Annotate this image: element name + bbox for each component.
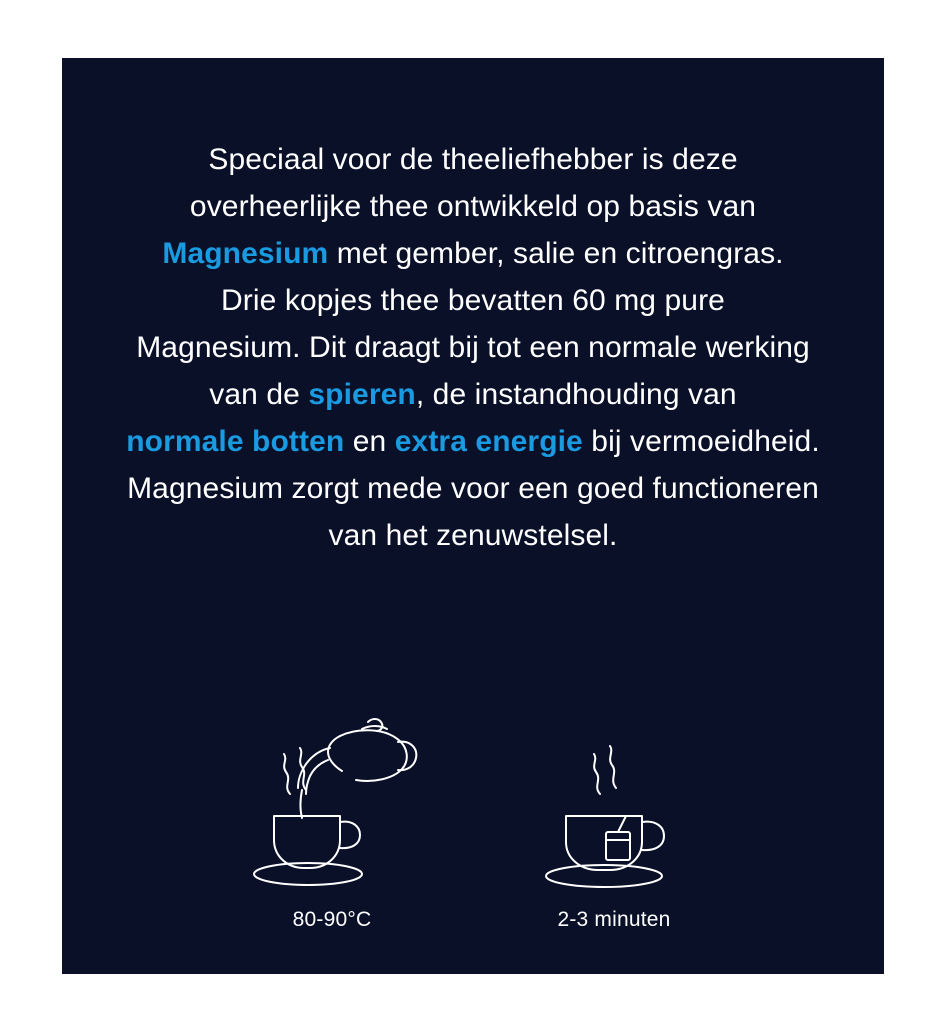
- brewing-caption-temperature: 80-90°C: [292, 908, 372, 931]
- description-text: overheerlijke thee ontwikkeld op basis van: [189, 190, 757, 223]
- description-line: [62, 512, 884, 559]
- description-line: [62, 136, 884, 183]
- description-text: Magnesium. Dit draagt bij tot een normale werking: [136, 331, 810, 364]
- description-line: [62, 418, 884, 465]
- brewing-item-steep-time: [509, 688, 719, 932]
- product-info-panel: [62, 58, 884, 974]
- description-text: van de: [209, 378, 309, 411]
- description-text: Speciaal voor de theeliefhebber is deze: [208, 143, 738, 176]
- description-text: met gember, salie en citroengras.: [328, 237, 784, 270]
- description-text: Magnesium zorgt mede voor een goed functioneren: [127, 472, 819, 505]
- description-text: en: [344, 425, 395, 458]
- highlighted-term: extra energie: [394, 425, 583, 458]
- brewing-caption-steep-time: 2-3 minuten: [557, 908, 671, 931]
- description-line: [62, 371, 884, 418]
- description-line: [62, 324, 884, 371]
- description-text: Drie kopjes thee bevatten 60 mg pure: [221, 284, 725, 317]
- highlighted-term: normale botten: [126, 425, 345, 458]
- brewing-item-temperature: [227, 688, 437, 932]
- teapot-pouring-into-cup-icon: [232, 688, 432, 898]
- description-line: [62, 277, 884, 324]
- description-text: van het zenuwstelsel.: [328, 519, 618, 552]
- description-line: [62, 465, 884, 512]
- description-line: [62, 183, 884, 230]
- brewing-instructions: [62, 688, 884, 932]
- description-text: , de instandhouding van: [415, 378, 737, 411]
- highlighted-term: Magnesium: [162, 237, 329, 270]
- highlighted-term: spieren: [308, 378, 416, 411]
- cup-with-teabag-icon: [514, 688, 714, 898]
- product-description: [62, 136, 884, 559]
- description-text: bij vermoeidheid.: [582, 425, 820, 458]
- description-line: [62, 230, 884, 277]
